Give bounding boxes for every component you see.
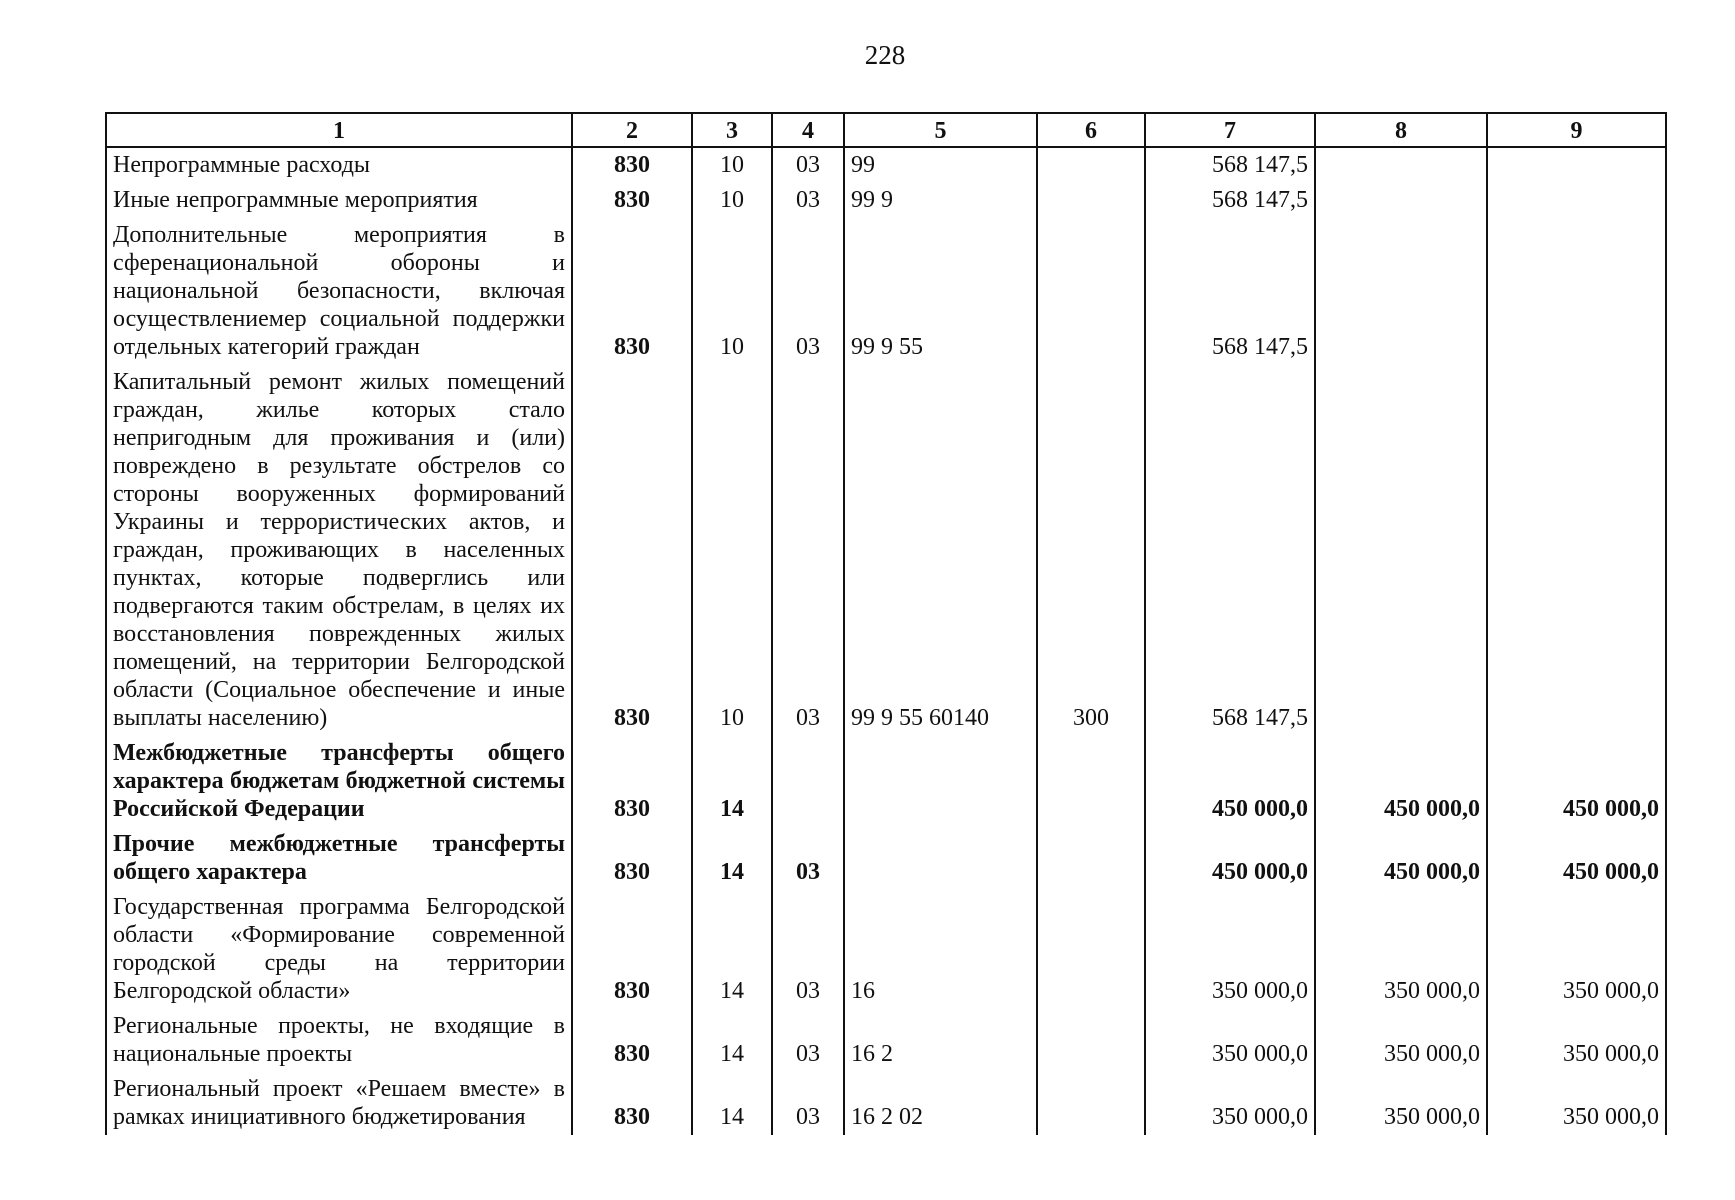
row-amount-col9: 350 000,0: [1487, 1009, 1666, 1072]
row-expense-type: [1037, 147, 1145, 183]
row-name: Дополнительные мероприятия в сференациональной обороны и национальной безопасности, включая осуществлениемер социальной поддержки отдельных категорий граждан: [106, 218, 572, 365]
row-amount-col8: 350 000,0: [1315, 890, 1487, 1009]
row-amount-col9: 450 000,0: [1487, 827, 1666, 890]
row-amount-col9: 450 000,0: [1487, 736, 1666, 827]
row-amount-col7: 350 000,0: [1145, 890, 1315, 1009]
row-name: Межбюджетные трансферты общего характера бюджетам бюджетной системы Российской Федерации: [106, 736, 572, 827]
row-target-article: 16 2: [844, 1009, 1037, 1072]
row-amount-col7: 568 147,5: [1145, 147, 1315, 183]
row-section-code: 10: [692, 218, 772, 365]
row-target-article: [844, 736, 1037, 827]
row-amount-col8: 350 000,0: [1315, 1009, 1487, 1072]
row-section-code: 10: [692, 365, 772, 736]
row-grbs-code: 830: [572, 827, 692, 890]
table-row: [106, 365, 1666, 736]
row-section-code: 14: [692, 1009, 772, 1072]
row-grbs-code: 830: [572, 736, 692, 827]
column-header-9: 9: [1487, 113, 1666, 147]
row-section-code: 10: [692, 147, 772, 183]
table-row: [106, 1072, 1666, 1135]
row-subsection-code: 03: [772, 1072, 844, 1135]
header-row: [106, 113, 1666, 147]
budget-table: [105, 112, 1667, 1135]
row-target-article: 16 2 02: [844, 1072, 1037, 1135]
column-header-5: 5: [844, 113, 1037, 147]
row-target-article: 99 9 55: [844, 218, 1037, 365]
row-name: Региональный проект «Решаем вместе» в рамках инициативного бюджетирования: [106, 1072, 572, 1135]
row-grbs-code: 830: [572, 1072, 692, 1135]
row-amount-col8: 350 000,0: [1315, 1072, 1487, 1135]
row-amount-col9: [1487, 218, 1666, 365]
row-expense-type: [1037, 1009, 1145, 1072]
row-amount-col8: [1315, 218, 1487, 365]
row-name: Непрограммные расходы: [106, 147, 572, 183]
row-amount-col7: 450 000,0: [1145, 736, 1315, 827]
row-section-code: 14: [692, 890, 772, 1009]
row-subsection-code: 03: [772, 827, 844, 890]
row-expense-type: [1037, 218, 1145, 365]
row-name: Прочие межбюджетные трансферты общего характера: [106, 827, 572, 890]
row-target-article: 16: [844, 890, 1037, 1009]
table-row: [106, 1009, 1666, 1072]
table-row: [106, 827, 1666, 890]
column-header-3: 3: [692, 113, 772, 147]
row-amount-col7: 568 147,5: [1145, 183, 1315, 218]
row-expense-type: [1037, 890, 1145, 1009]
row-expense-type: [1037, 183, 1145, 218]
column-header-7: 7: [1145, 113, 1315, 147]
row-subsection-code: 03: [772, 147, 844, 183]
row-name: Иные непрограммные мероприятия: [106, 183, 572, 218]
row-grbs-code: 830: [572, 218, 692, 365]
row-amount-col7: 450 000,0: [1145, 827, 1315, 890]
column-header-2: 2: [572, 113, 692, 147]
row-grbs-code: 830: [572, 365, 692, 736]
row-name: Государственная программа Белгородской области «Формирование современной городской среды на территории Белгородской области»: [106, 890, 572, 1009]
row-amount-col9: 350 000,0: [1487, 890, 1666, 1009]
row-amount-col9: 350 000,0: [1487, 1072, 1666, 1135]
row-amount-col8: [1315, 183, 1487, 218]
budget-table-container: [105, 112, 1667, 1135]
row-target-article: [844, 827, 1037, 890]
row-amount-col9: [1487, 183, 1666, 218]
row-grbs-code: 830: [572, 890, 692, 1009]
column-header-4: 4: [772, 113, 844, 147]
row-amount-col7: 568 147,5: [1145, 365, 1315, 736]
row-amount-col8: 450 000,0: [1315, 736, 1487, 827]
row-subsection-code: [772, 736, 844, 827]
row-amount-col7: 350 000,0: [1145, 1009, 1315, 1072]
row-subsection-code: 03: [772, 183, 844, 218]
row-section-code: 14: [692, 736, 772, 827]
row-expense-type: [1037, 736, 1145, 827]
row-subsection-code: 03: [772, 890, 844, 1009]
row-name: Капитальный ремонт жилых помещений граждан, жилье которых стало непригодным для проживания и (или) повреждено в результате обстрелов со стороны вооруженных формирований Украины и террористических актов, и граждан, проживающих в населенных пунктах, которые подверглись или подвергаются таким обстрелам, в целях их восстановления поврежденных жилых помещений, на территории Белгородской области (Социальное обеспечение и иные выплаты населению): [106, 365, 572, 736]
row-section-code: 14: [692, 827, 772, 890]
row-target-article: 99: [844, 147, 1037, 183]
row-amount-col8: 450 000,0: [1315, 827, 1487, 890]
table-row: [106, 736, 1666, 827]
table-row: [106, 890, 1666, 1009]
row-name: Региональные проекты, не входящие в национальные проекты: [106, 1009, 572, 1072]
row-expense-type: [1037, 827, 1145, 890]
row-grbs-code: 830: [572, 1009, 692, 1072]
row-amount-col7: 350 000,0: [1145, 1072, 1315, 1135]
table-row: [106, 218, 1666, 365]
row-section-code: 14: [692, 1072, 772, 1135]
column-header-8: 8: [1315, 113, 1487, 147]
row-amount-col8: [1315, 365, 1487, 736]
row-subsection-code: 03: [772, 365, 844, 736]
row-section-code: 10: [692, 183, 772, 218]
column-header-1: 1: [106, 113, 572, 147]
table-row: [106, 147, 1666, 183]
row-amount-col8: [1315, 147, 1487, 183]
row-amount-col9: [1487, 147, 1666, 183]
row-subsection-code: 03: [772, 1009, 844, 1072]
row-amount-col7: 568 147,5: [1145, 218, 1315, 365]
row-grbs-code: 830: [572, 183, 692, 218]
page-number: 228: [864, 40, 906, 70]
row-expense-type: [1037, 1072, 1145, 1135]
row-target-article: 99 9 55 60140: [844, 365, 1037, 736]
row-expense-type: 300: [1037, 365, 1145, 736]
column-header-6: 6: [1037, 113, 1145, 147]
row-grbs-code: 830: [572, 147, 692, 183]
row-subsection-code: 03: [772, 218, 844, 365]
table-row: [106, 183, 1666, 218]
row-amount-col9: [1487, 365, 1666, 736]
row-target-article: 99 9: [844, 183, 1037, 218]
